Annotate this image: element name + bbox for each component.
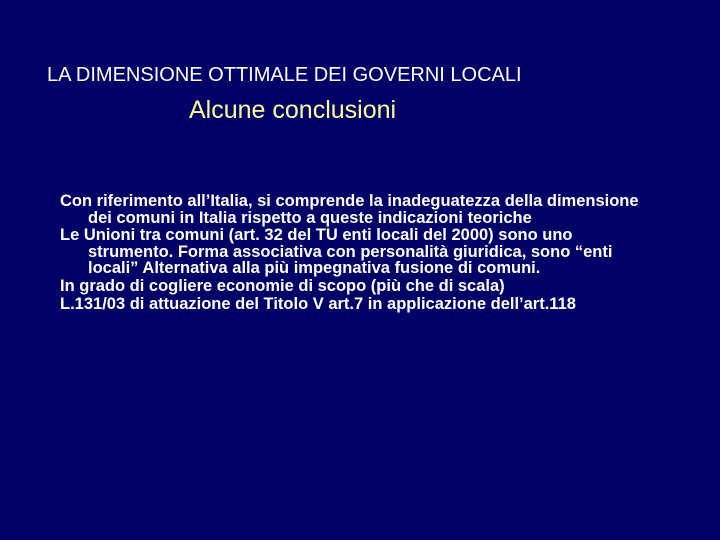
slide-body [60,193,660,313]
body-paragraph: Con riferimento all’Italia, si comprende la inadeguatezza della dimensione dei comuni in Italia rispetto a queste indicazioni teoriche [60,192,639,227]
body-paragraph: In grado di cogliere economie di scopo (più che di scala) [60,276,505,295]
slide-title: LA DIMENSIONE OTTIMALE DEI GOVERNI LOCALI [47,64,522,86]
slide-subtitle: Alcune conclusioni [189,96,397,124]
body-paragraph: L.131/03 di attuazione del Titolo V art.7 in applicazione dell’art.118 [60,294,576,313]
body-paragraph: Le Unioni tra comuni (art. 32 del TU enti locali del 2000) sono uno strumento. Forma associativa con personalità giuridica, sono “enti locali” Alternativa alla più impegnativa fusione di comuni. [60,226,613,278]
